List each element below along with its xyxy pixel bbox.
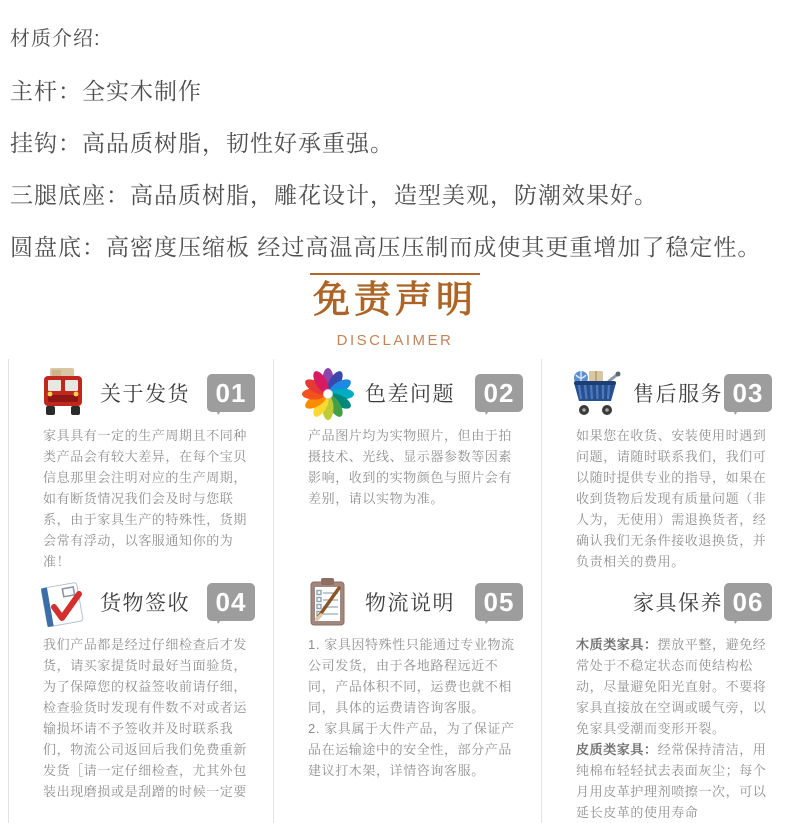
inspection-book-check-icon [35, 574, 91, 630]
item-body [308, 634, 521, 781]
item-header [35, 574, 255, 630]
material-intro-section [0, 0, 790, 262]
clipboard-icon [300, 574, 356, 630]
material-line-tripod-base: 三腿底座：高品质树脂，雕花设计，造型美观，防潮效果好。 [10, 182, 658, 208]
disclaimer-item-shipping [9, 359, 273, 569]
disclaimer-item-after-sales [541, 359, 790, 569]
item-body: 产品图片均为实物照片，但由于拍摄技术、光线、显示器参数等因素影响，收到的实物颜色与照片会有差别，请以实物为准。 [308, 428, 513, 506]
item-body: 如果您在收货、安装使用时遇到问题，请随时联系我们，我们可以随时提供专业的指导，如果在收到货物后发现有质量问题（非人为，无使用）需退换货者，经确认我们无条件接收退换货，并负责相关的费用。 [576, 428, 767, 569]
disclaimer-item-logistics [273, 552, 541, 823]
material-line-disc-base: 圆盘底：高密度压缩板 经过高温高压压制而成使其更重增加了稳定性。 [10, 234, 762, 260]
disclaimer-grid [8, 359, 790, 823]
disclaimer-subtitle: DISCLAIMER [336, 332, 454, 349]
disclaimer-item-goods-receipt [9, 552, 273, 823]
disclaimer-top-rule [310, 273, 480, 275]
item-header [35, 365, 255, 421]
number-badge: 03 [724, 374, 772, 412]
item-header [568, 574, 772, 630]
number-badge: 04 [207, 583, 255, 621]
color-flower-icon [300, 365, 356, 421]
disclaimer-item-color-difference [273, 359, 541, 552]
number-badge: 05 [475, 583, 523, 621]
shopping-cart-icon [568, 365, 624, 421]
leather-care-paragraph [576, 739, 770, 823]
number-badge: 02 [475, 374, 523, 412]
material-line-main-pole: 主杆：全实木制作 [10, 78, 202, 104]
number-badge: 06 [724, 583, 772, 621]
red-truck-icon [35, 365, 91, 421]
leather-care-label: 皮质类家具： [576, 742, 658, 757]
item-title: 家具保养 [633, 592, 723, 615]
material-intro-title: 材质介绍: [10, 28, 101, 50]
item-body: 我们产品都是经过仔细检查后才发货，请买家提货时最好当面验货，为了保障您的权益签收前请仔细，检查验货时发现有件数不对或者运输损坏请不予签收并及时联系我们，物流公司返回后我们免费重新发货［请一定仔细检查，尤其外包装出现磨损或是刮蹭的时候一定要 [43, 637, 248, 799]
item-title: 色差问题 [365, 383, 455, 406]
number-badge: 01 [207, 374, 255, 412]
item-body: 家具具有一定的生产周期且不同种类产品会有较大差异，在每个宝贝信息那里会注明对应的生产周期，如有断货情况我们会及时与您联系，由于家具生产的特殊性，货期会常有浮动，以客服通知你的为准！ [43, 428, 248, 569]
disclaimer-item-furniture-care [541, 552, 790, 823]
item-title: 物流说明 [365, 592, 455, 615]
item-title: 关于发货 [100, 383, 190, 406]
wood-care-paragraph [576, 634, 770, 739]
leather-care-text: 经常保持清洁，用纯棉布轻轻拭去表面灰尘；每个月用皮革护理剂喷擦一次，可以延长皮革的使用寿命 [576, 742, 767, 820]
wood-care-text: 摆放平整，避免经常处于不稳定状态而使结构松动，尽量避免阳光直射。不要将家具直接放在空调或暖气旁，以免家具受潮而变形开裂。 [576, 637, 767, 736]
item-title: 货物签收 [100, 592, 190, 615]
wood-care-label: 木质类家具： [576, 637, 658, 652]
logistics-paragraph-1: 1. 家具因特殊性只能通过专业物流公司发货，由于各地路程远近不同，产品体积不同，运费也就不相同，具体的运费请咨询客服。 [308, 637, 515, 715]
item-header [300, 365, 523, 421]
item-title: 售后服务 [633, 383, 723, 406]
item-body [576, 634, 770, 823]
logistics-paragraph-2: 2. 家具属于大件产品，为了保证产品在运输途中的安全性，部分产品建议打木架，详情咨询客服。 [308, 721, 515, 778]
item-header [300, 574, 523, 630]
item-header [568, 365, 772, 421]
material-line-hooks: 挂钩：高品质树脂，韧性好承重强。 [10, 130, 394, 156]
disclaimer-header [0, 273, 790, 349]
disclaimer-title: 免责声明 [313, 279, 477, 320]
